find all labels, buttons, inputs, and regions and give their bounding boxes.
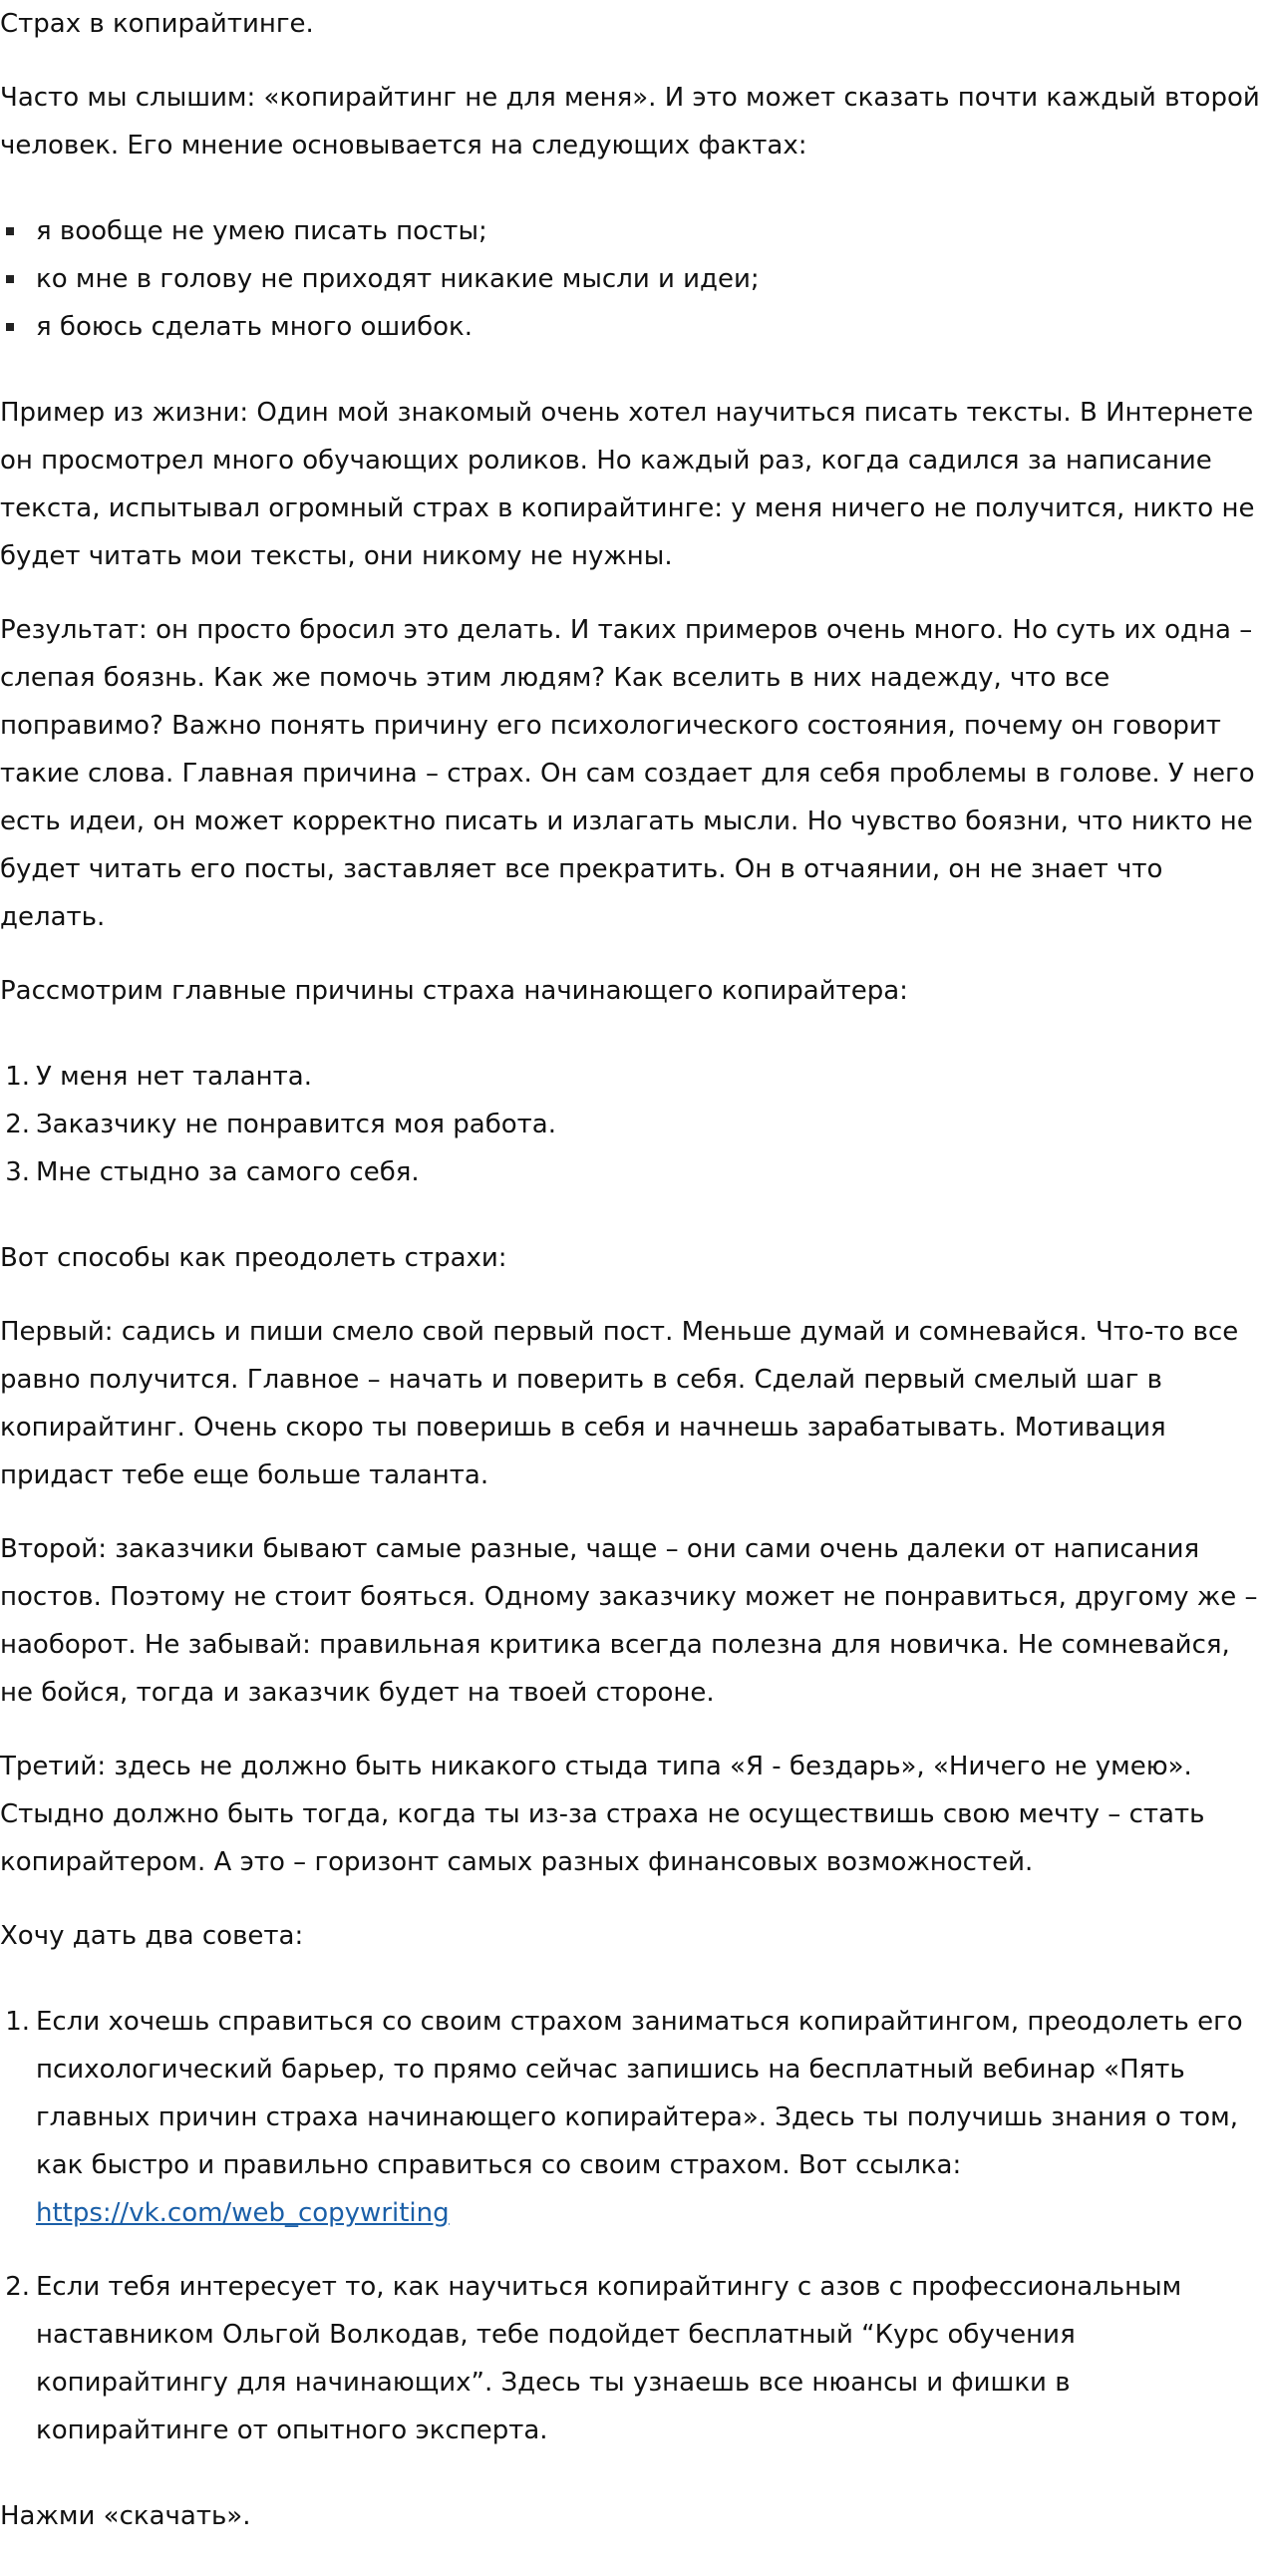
list-item: я боюсь сделать много ошибок. (36, 303, 1266, 351)
list-number: 2. (5, 1110, 30, 1139)
facts-list (0, 207, 1266, 351)
list-item (5, 1148, 1266, 1196)
list-item-text: У меня нет таланта. (36, 1062, 312, 1092)
method-second-paragraph: Второй: заказчики бывают самые разные, чаще – они сами очень далеки от написания постов. Поэтому не стоит бояться. Одному заказчику может не понравиться, другому же – наоборот. Не забывай: правильная критика всегда полезна для новичка. Не сомневайся, не бойся, тогда и заказчик будет на твоей стороне. (0, 1534, 1258, 1708)
list-item (5, 1101, 1266, 1148)
closing-text: Нажми «скачать». (0, 2501, 251, 2531)
example-paragraph: Пример из жизни: Один мой знакомый очень хотел научиться писать тексты. В Интернете он просмотрел много обучающих роликов. Но каждый раз, когда садился за написание текста, испытывал огромный страх в копирайтинге: у меня ничего не получится, никто не будет читать мои тексты, они никому не нужны. (0, 398, 1255, 571)
advice-list (0, 1998, 1266, 2454)
list-number: 2. (5, 2272, 30, 2302)
list-number: 1. (5, 1062, 30, 1092)
list-item-text: Мне стыдно за самого себя. (36, 1157, 420, 1187)
list-item (5, 1053, 1266, 1101)
methods-intro: Вот способы как преодолеть страхи: (0, 1243, 507, 1273)
list-item-text: Если тебя интересует то, как научиться копирайтингу с азов с профессиональным наставником Ольгой Волкодав, тебе подойдет бесплатный “Курс обучения копирайтингу для начинающих”. Здесь ты узнаешь все нюансы и фишки в копирайтинге от опытного эксперта. (36, 2272, 1182, 2445)
webinar-link[interactable]: https://vk.com/web_copywriting (36, 2198, 450, 2228)
list-item-text: Если хочешь справиться со своим страхом заниматься копирайтингом, преодолеть его психологический барьер, то прямо сейчас запишись на бесплатный вебинар «Пять главных причин страха начинающего копирайтера». Здесь ты получишь знания о том, как быстро и правильно справиться со своим страхом. Вот ссылка: (36, 2007, 1243, 2180)
list-item (5, 1998, 1266, 2237)
list-item (5, 2263, 1266, 2454)
intro-paragraph: Часто мы слышим: «копирайтинг не для меня». И это может сказать почти каждый второй человек. Его мнение основывается на следующих фактах: (0, 83, 1260, 161)
article-title: Страх в копирайтинге. (0, 9, 314, 39)
method-third-paragraph: Третий: здесь не должно быть никакого стыда типа «Я - бездарь», «Ничего не умею». Стыдно должно быть тогда, когда ты из-за страха не осуществишь свою мечту – стать копирайтером. А это – горизонт самых разных финансовых возможностей. (0, 1752, 1205, 1877)
causes-list (0, 1053, 1266, 1196)
list-item-text: Заказчику не понравится моя работа. (36, 1110, 556, 1139)
advice-intro: Хочу дать два совета: (0, 1921, 304, 1951)
list-number: 3. (5, 1157, 30, 1187)
method-first-paragraph: Первый: садись и пиши смело свой первый пост. Меньше думай и сомневайся. Что-то все равно получится. Главное – начать и поверить в себя. Сделай первый смелый шаг в копирайтинг. Очень скоро ты поверишь в себя и начнешь зарабатывать. Мотивация придаст тебе еще больше таланта. (0, 1317, 1239, 1490)
result-paragraph: Результат: он просто бросил это делать. И таких примеров очень много. Но суть их одна – слепая боязнь. Как же помочь этим людям? Как вселить в них надежду, что все поправимо? Важно понять причину его психологического состояния, почему он говорит такие слова. Главная причина – страх. Он сам создает для себя проблемы в голове. У него есть идеи, он может корректно писать и излагать мысли. Но чувство боязни, что никто не будет читать его посты, заставляет все прекратить. Он в отчаянии, он не знает что делать. (0, 615, 1255, 932)
list-item: ко мне в голову не приходят никакие мысли и идеи; (36, 255, 1266, 303)
list-number: 1. (5, 2007, 30, 2037)
list-item: я вообще не умею писать посты; (36, 207, 1266, 255)
causes-intro: Рассмотрим главные причины страха начинающего копирайтера: (0, 976, 908, 1006)
